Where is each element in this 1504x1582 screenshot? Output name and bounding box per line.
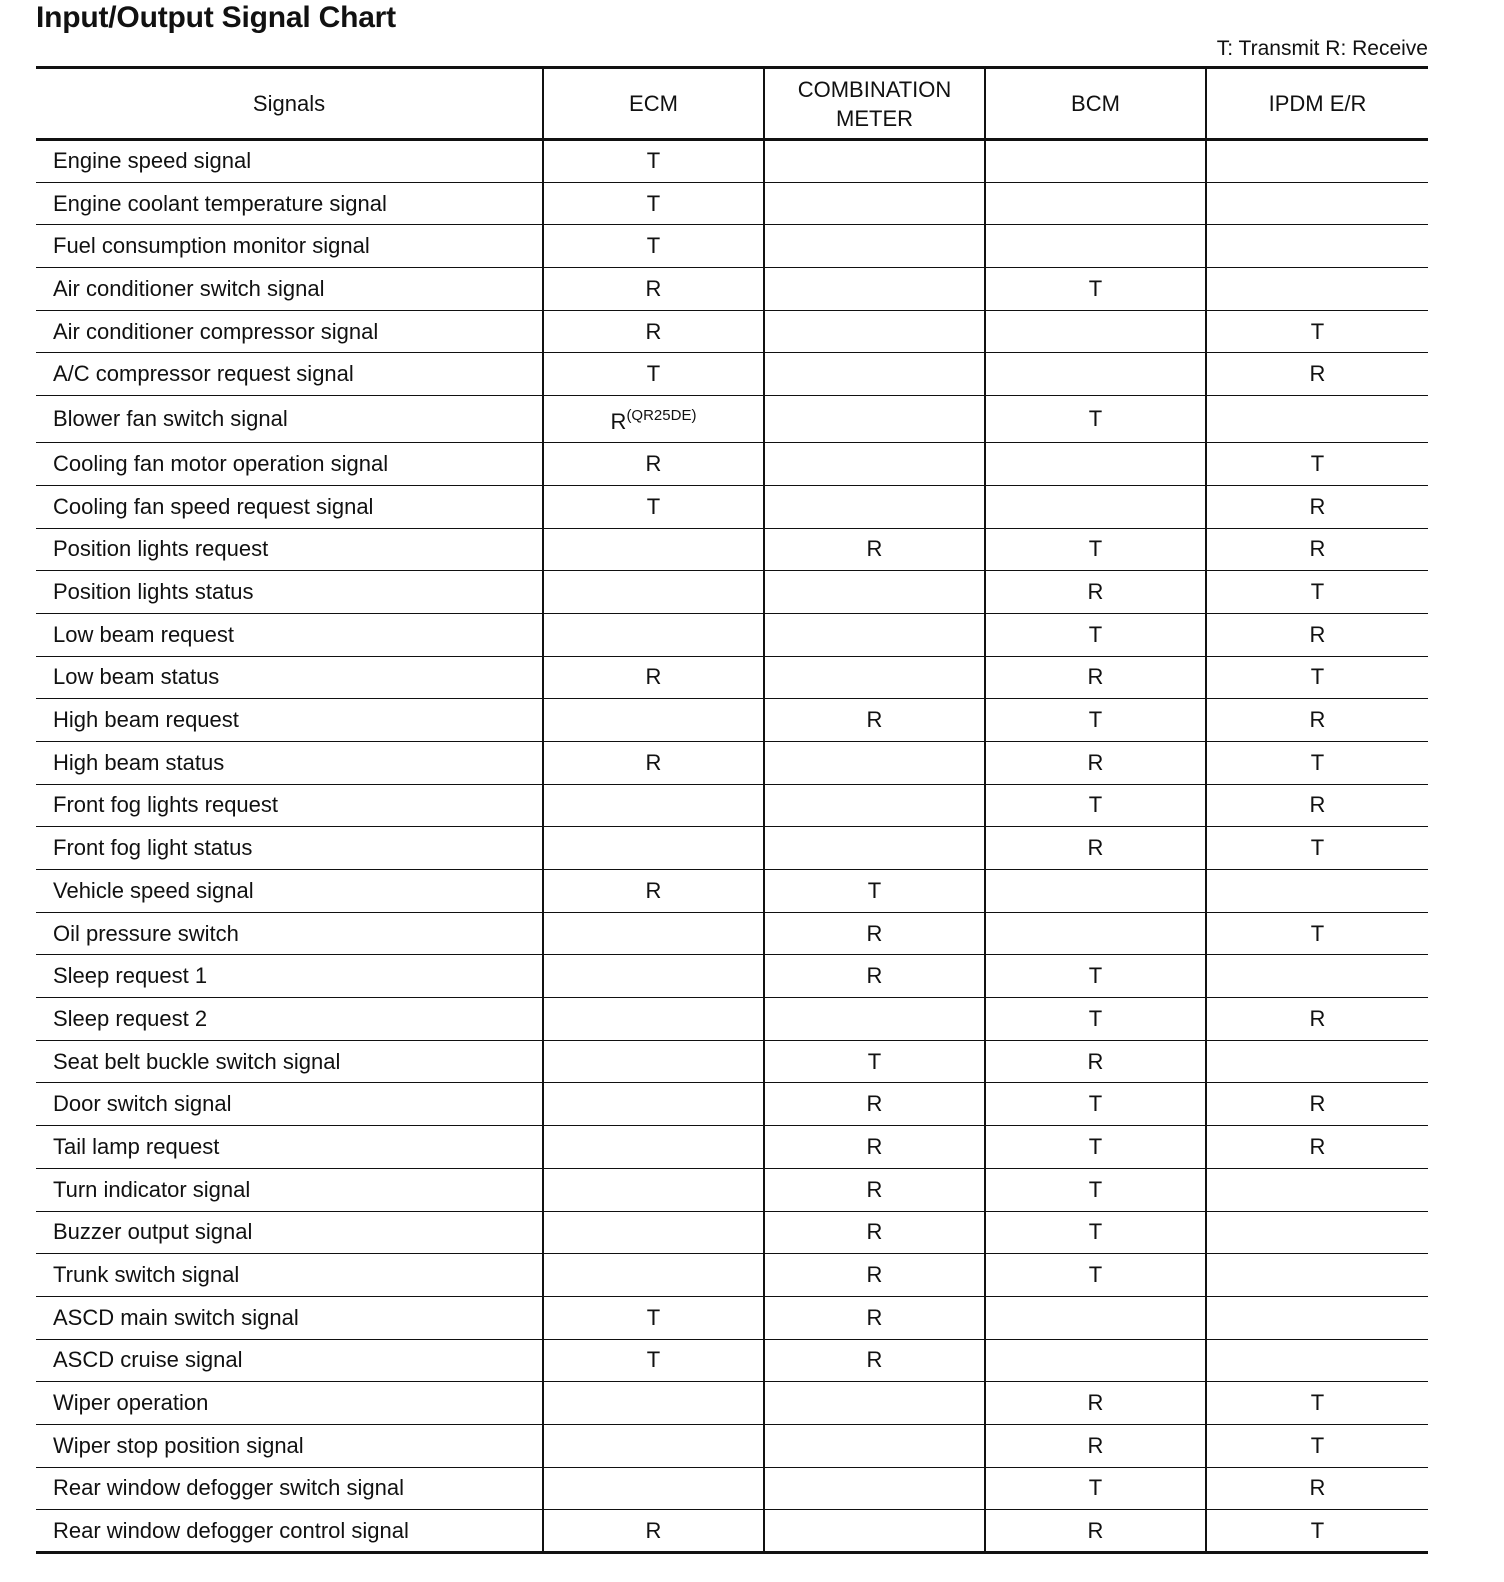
combination-meter-cell: [764, 741, 985, 784]
bcm-cell: T: [985, 1126, 1206, 1169]
column-header-ecm: ECM: [543, 68, 764, 140]
column-header-signals: Signals: [36, 68, 543, 140]
table-row: [36, 656, 1428, 699]
ipdm-cell: R: [1206, 1126, 1428, 1169]
ecm-cell: R: [543, 443, 764, 486]
bcm-cell: T: [985, 396, 1206, 443]
signal-name-cell: Blower fan switch signal: [36, 396, 543, 443]
bcm-cell: T: [985, 1254, 1206, 1297]
combination-meter-cell: [764, 443, 985, 486]
ipdm-cell: [1206, 955, 1428, 998]
ecm-cell: [543, 1467, 764, 1510]
bcm-cell: T: [985, 1168, 1206, 1211]
ecm-cell: [543, 1382, 764, 1425]
combination-meter-cell: [764, 571, 985, 614]
signal-name-cell: Trunk switch signal: [36, 1254, 543, 1297]
bcm-cell: [985, 353, 1206, 396]
table-row: [36, 1296, 1428, 1339]
signal-name-cell: Low beam status: [36, 656, 543, 699]
ecm-cell: [543, 1168, 764, 1211]
combination-meter-cell: [764, 310, 985, 353]
ecm-cell: T: [543, 182, 764, 225]
signal-name-cell: ASCD main switch signal: [36, 1296, 543, 1339]
table-row: [36, 1040, 1428, 1083]
table-row: [36, 1083, 1428, 1126]
ecm-cell: [543, 955, 764, 998]
bcm-cell: R: [985, 571, 1206, 614]
ecm-cell: [543, 1126, 764, 1169]
table-row: [36, 225, 1428, 268]
table-row: [36, 998, 1428, 1041]
table-row: [36, 1168, 1428, 1211]
bcm-cell: R: [985, 827, 1206, 870]
ecm-cell: T: [543, 1339, 764, 1382]
bcm-cell: [985, 912, 1206, 955]
ipdm-cell: R: [1206, 485, 1428, 528]
table-row: [36, 1126, 1428, 1169]
signal-name-cell: Door switch signal: [36, 1083, 543, 1126]
ipdm-cell: [1206, 1211, 1428, 1254]
combination-meter-cell: T: [764, 1040, 985, 1083]
signal-name-cell: Engine speed signal: [36, 140, 543, 183]
table-row: [36, 396, 1428, 443]
ipdm-cell: T: [1206, 1382, 1428, 1425]
ecm-cell: [543, 613, 764, 656]
combination-meter-cell: R: [764, 1339, 985, 1382]
signal-name-cell: Air conditioner switch signal: [36, 268, 543, 311]
ipdm-cell: T: [1206, 912, 1428, 955]
bcm-cell: R: [985, 656, 1206, 699]
signal-name-cell: Front fog light status: [36, 827, 543, 870]
table-row: [36, 1467, 1428, 1510]
combination-meter-cell: R: [764, 1083, 985, 1126]
ipdm-cell: [1206, 1168, 1428, 1211]
ecm-cell: T: [543, 140, 764, 183]
signal-name-cell: ASCD cruise signal: [36, 1339, 543, 1382]
combination-meter-cell: [764, 998, 985, 1041]
bcm-cell: [985, 310, 1206, 353]
bcm-cell: R: [985, 741, 1206, 784]
signal-name-cell: Seat belt buckle switch signal: [36, 1040, 543, 1083]
ipdm-cell: R: [1206, 613, 1428, 656]
bcm-cell: T: [985, 613, 1206, 656]
ipdm-cell: [1206, 268, 1428, 311]
ecm-cell: [543, 1083, 764, 1126]
bcm-cell: [985, 1339, 1206, 1382]
table-row: [36, 443, 1428, 486]
table-row: [36, 310, 1428, 353]
ecm-cell: R: [543, 310, 764, 353]
bcm-cell: [985, 443, 1206, 486]
ipdm-cell: R: [1206, 1467, 1428, 1510]
ipdm-cell: [1206, 140, 1428, 183]
table-row: [36, 1339, 1428, 1382]
table-row: [36, 1254, 1428, 1297]
ecm-value: R: [610, 409, 627, 435]
bcm-cell: [985, 1296, 1206, 1339]
table-row: [36, 784, 1428, 827]
table-body: [36, 140, 1428, 1553]
ipdm-cell: R: [1206, 699, 1428, 742]
combination-meter-cell: R: [764, 955, 985, 998]
table-row: [36, 613, 1428, 656]
ecm-cell: [543, 699, 764, 742]
bcm-cell: [985, 225, 1206, 268]
table-row: [36, 1510, 1428, 1553]
ecm-cell: [543, 1040, 764, 1083]
combination-meter-cell: R: [764, 1254, 985, 1297]
bcm-cell: T: [985, 1467, 1206, 1510]
combination-meter-cell: [764, 1424, 985, 1467]
ecm-cell: [543, 998, 764, 1041]
ipdm-cell: [1206, 396, 1428, 443]
signal-name-cell: Cooling fan motor operation signal: [36, 443, 543, 486]
ipdm-cell: R: [1206, 1083, 1428, 1126]
ipdm-cell: R: [1206, 784, 1428, 827]
signal-name-cell: Rear window defogger switch signal: [36, 1467, 543, 1510]
bcm-cell: R: [985, 1040, 1206, 1083]
ecm-cell: [543, 1254, 764, 1297]
ecm-cell: T: [543, 1296, 764, 1339]
table-row: [36, 182, 1428, 225]
combination-meter-cell: [764, 656, 985, 699]
bcm-cell: T: [985, 955, 1206, 998]
ipdm-cell: [1206, 1296, 1428, 1339]
ipdm-cell: [1206, 1339, 1428, 1382]
ipdm-cell: [1206, 225, 1428, 268]
ecm-cell: [543, 528, 764, 571]
bcm-cell: T: [985, 784, 1206, 827]
combination-meter-cell: [764, 182, 985, 225]
ipdm-cell: R: [1206, 528, 1428, 571]
ecm-cell: [543, 784, 764, 827]
ipdm-cell: T: [1206, 656, 1428, 699]
header-row: [36, 68, 1428, 140]
ipdm-cell: T: [1206, 310, 1428, 353]
combination-meter-cell: R: [764, 1126, 985, 1169]
signal-name-cell: Low beam request: [36, 613, 543, 656]
signal-name-cell: Vehicle speed signal: [36, 870, 543, 913]
ecm-cell: R: [543, 656, 764, 699]
ecm-cell: R: [543, 1510, 764, 1553]
combination-meter-cell: [764, 784, 985, 827]
ecm-cell: R: [543, 741, 764, 784]
combination-meter-cell: R: [764, 1296, 985, 1339]
combination-meter-cell: [764, 225, 985, 268]
bcm-cell: T: [985, 268, 1206, 311]
ecm-cell: T: [543, 225, 764, 268]
signal-name-cell: Air conditioner compressor signal: [36, 310, 543, 353]
table-row: [36, 485, 1428, 528]
ipdm-cell: T: [1206, 443, 1428, 486]
ecm-cell: [543, 1424, 764, 1467]
ecm-cell: [543, 827, 764, 870]
table-row: [36, 268, 1428, 311]
combination-meter-cell: [764, 140, 985, 183]
ecm-cell: T: [543, 353, 764, 396]
bcm-cell: T: [985, 1211, 1206, 1254]
ipdm-cell: R: [1206, 353, 1428, 396]
legend-note: T: Transmit R: Receive: [1216, 37, 1428, 60]
combination-meter-cell: [764, 1382, 985, 1425]
bcm-cell: [985, 870, 1206, 913]
signal-name-cell: Wiper operation: [36, 1382, 543, 1425]
table-row: [36, 1424, 1428, 1467]
ipdm-cell: [1206, 1040, 1428, 1083]
bcm-cell: R: [985, 1382, 1206, 1425]
bcm-cell: T: [985, 528, 1206, 571]
bcm-cell: T: [985, 998, 1206, 1041]
combination-meter-cell: R: [764, 912, 985, 955]
table-row: [36, 1211, 1428, 1254]
ecm-cell: R: [543, 268, 764, 311]
signal-table: [36, 66, 1428, 1554]
ipdm-cell: T: [1206, 741, 1428, 784]
column-header-combination-meter: COMBINATION METER: [764, 68, 985, 140]
column-header-ipdm: IPDM E/R: [1206, 68, 1428, 140]
combination-meter-cell: [764, 613, 985, 656]
table-row: [36, 353, 1428, 396]
table-row: [36, 528, 1428, 571]
signal-name-cell: Tail lamp request: [36, 1126, 543, 1169]
signal-name-cell: High beam request: [36, 699, 543, 742]
ipdm-cell: T: [1206, 1510, 1428, 1553]
combination-meter-cell: R: [764, 1168, 985, 1211]
signal-name-cell: Fuel consumption monitor signal: [36, 225, 543, 268]
table-row: [36, 741, 1428, 784]
combination-meter-cell: R: [764, 1211, 985, 1254]
bcm-cell: T: [985, 1083, 1206, 1126]
bcm-cell: [985, 182, 1206, 225]
ecm-cell: T: [543, 485, 764, 528]
bcm-cell: T: [985, 699, 1206, 742]
combination-meter-cell: [764, 1467, 985, 1510]
table-row: [36, 140, 1428, 183]
table-header: [36, 68, 1428, 140]
table-row: [36, 571, 1428, 614]
ipdm-cell: T: [1206, 827, 1428, 870]
signal-name-cell: Position lights status: [36, 571, 543, 614]
signal-name-cell: High beam status: [36, 741, 543, 784]
bcm-cell: R: [985, 1510, 1206, 1553]
combination-meter-cell: [764, 485, 985, 528]
combination-meter-cell: R: [764, 528, 985, 571]
combination-meter-cell: T: [764, 870, 985, 913]
page-title: Input/Output Signal Chart: [36, 1, 396, 34]
ecm-cell: [543, 912, 764, 955]
signal-name-cell: Turn indicator signal: [36, 1168, 543, 1211]
signal-name-cell: Buzzer output signal: [36, 1211, 543, 1254]
ecm-cell: [543, 1211, 764, 1254]
signal-name-cell: A/C compressor request signal: [36, 353, 543, 396]
ecm-cell: R: [543, 870, 764, 913]
ipdm-cell: R: [1206, 998, 1428, 1041]
signal-name-cell: Engine coolant temperature signal: [36, 182, 543, 225]
combination-meter-cell: [764, 1510, 985, 1553]
combination-meter-cell: R: [764, 699, 985, 742]
signal-name-cell: Sleep request 2: [36, 998, 543, 1041]
bcm-cell: [985, 140, 1206, 183]
ecm-cell: [543, 571, 764, 614]
table-row: [36, 827, 1428, 870]
signal-name-cell: Sleep request 1: [36, 955, 543, 998]
combination-meter-cell: [764, 396, 985, 443]
bcm-cell: R: [985, 1424, 1206, 1467]
combination-meter-cell: [764, 827, 985, 870]
ipdm-cell: [1206, 870, 1428, 913]
table-row: [36, 955, 1428, 998]
ipdm-cell: [1206, 1254, 1428, 1297]
bcm-cell: [985, 485, 1206, 528]
table-row: [36, 912, 1428, 955]
signal-name-cell: Front fog lights request: [36, 784, 543, 827]
signal-name-cell: Oil pressure switch: [36, 912, 543, 955]
signal-name-cell: Wiper stop position signal: [36, 1424, 543, 1467]
ipdm-cell: [1206, 182, 1428, 225]
combination-meter-cell: [764, 353, 985, 396]
table-row: [36, 1382, 1428, 1425]
signal-name-cell: Position lights request: [36, 528, 543, 571]
table-row: [36, 699, 1428, 742]
ecm-cell: [543, 396, 764, 443]
combination-meter-cell: [764, 268, 985, 311]
table-row: [36, 870, 1428, 913]
signal-name-cell: Rear window defogger control signal: [36, 1510, 543, 1553]
ipdm-cell: T: [1206, 1424, 1428, 1467]
column-header-bcm: BCM: [985, 68, 1206, 140]
signal-name-cell: Cooling fan speed request signal: [36, 485, 543, 528]
ipdm-cell: T: [1206, 571, 1428, 614]
ecm-engine-note: (QR25DE): [626, 407, 697, 425]
